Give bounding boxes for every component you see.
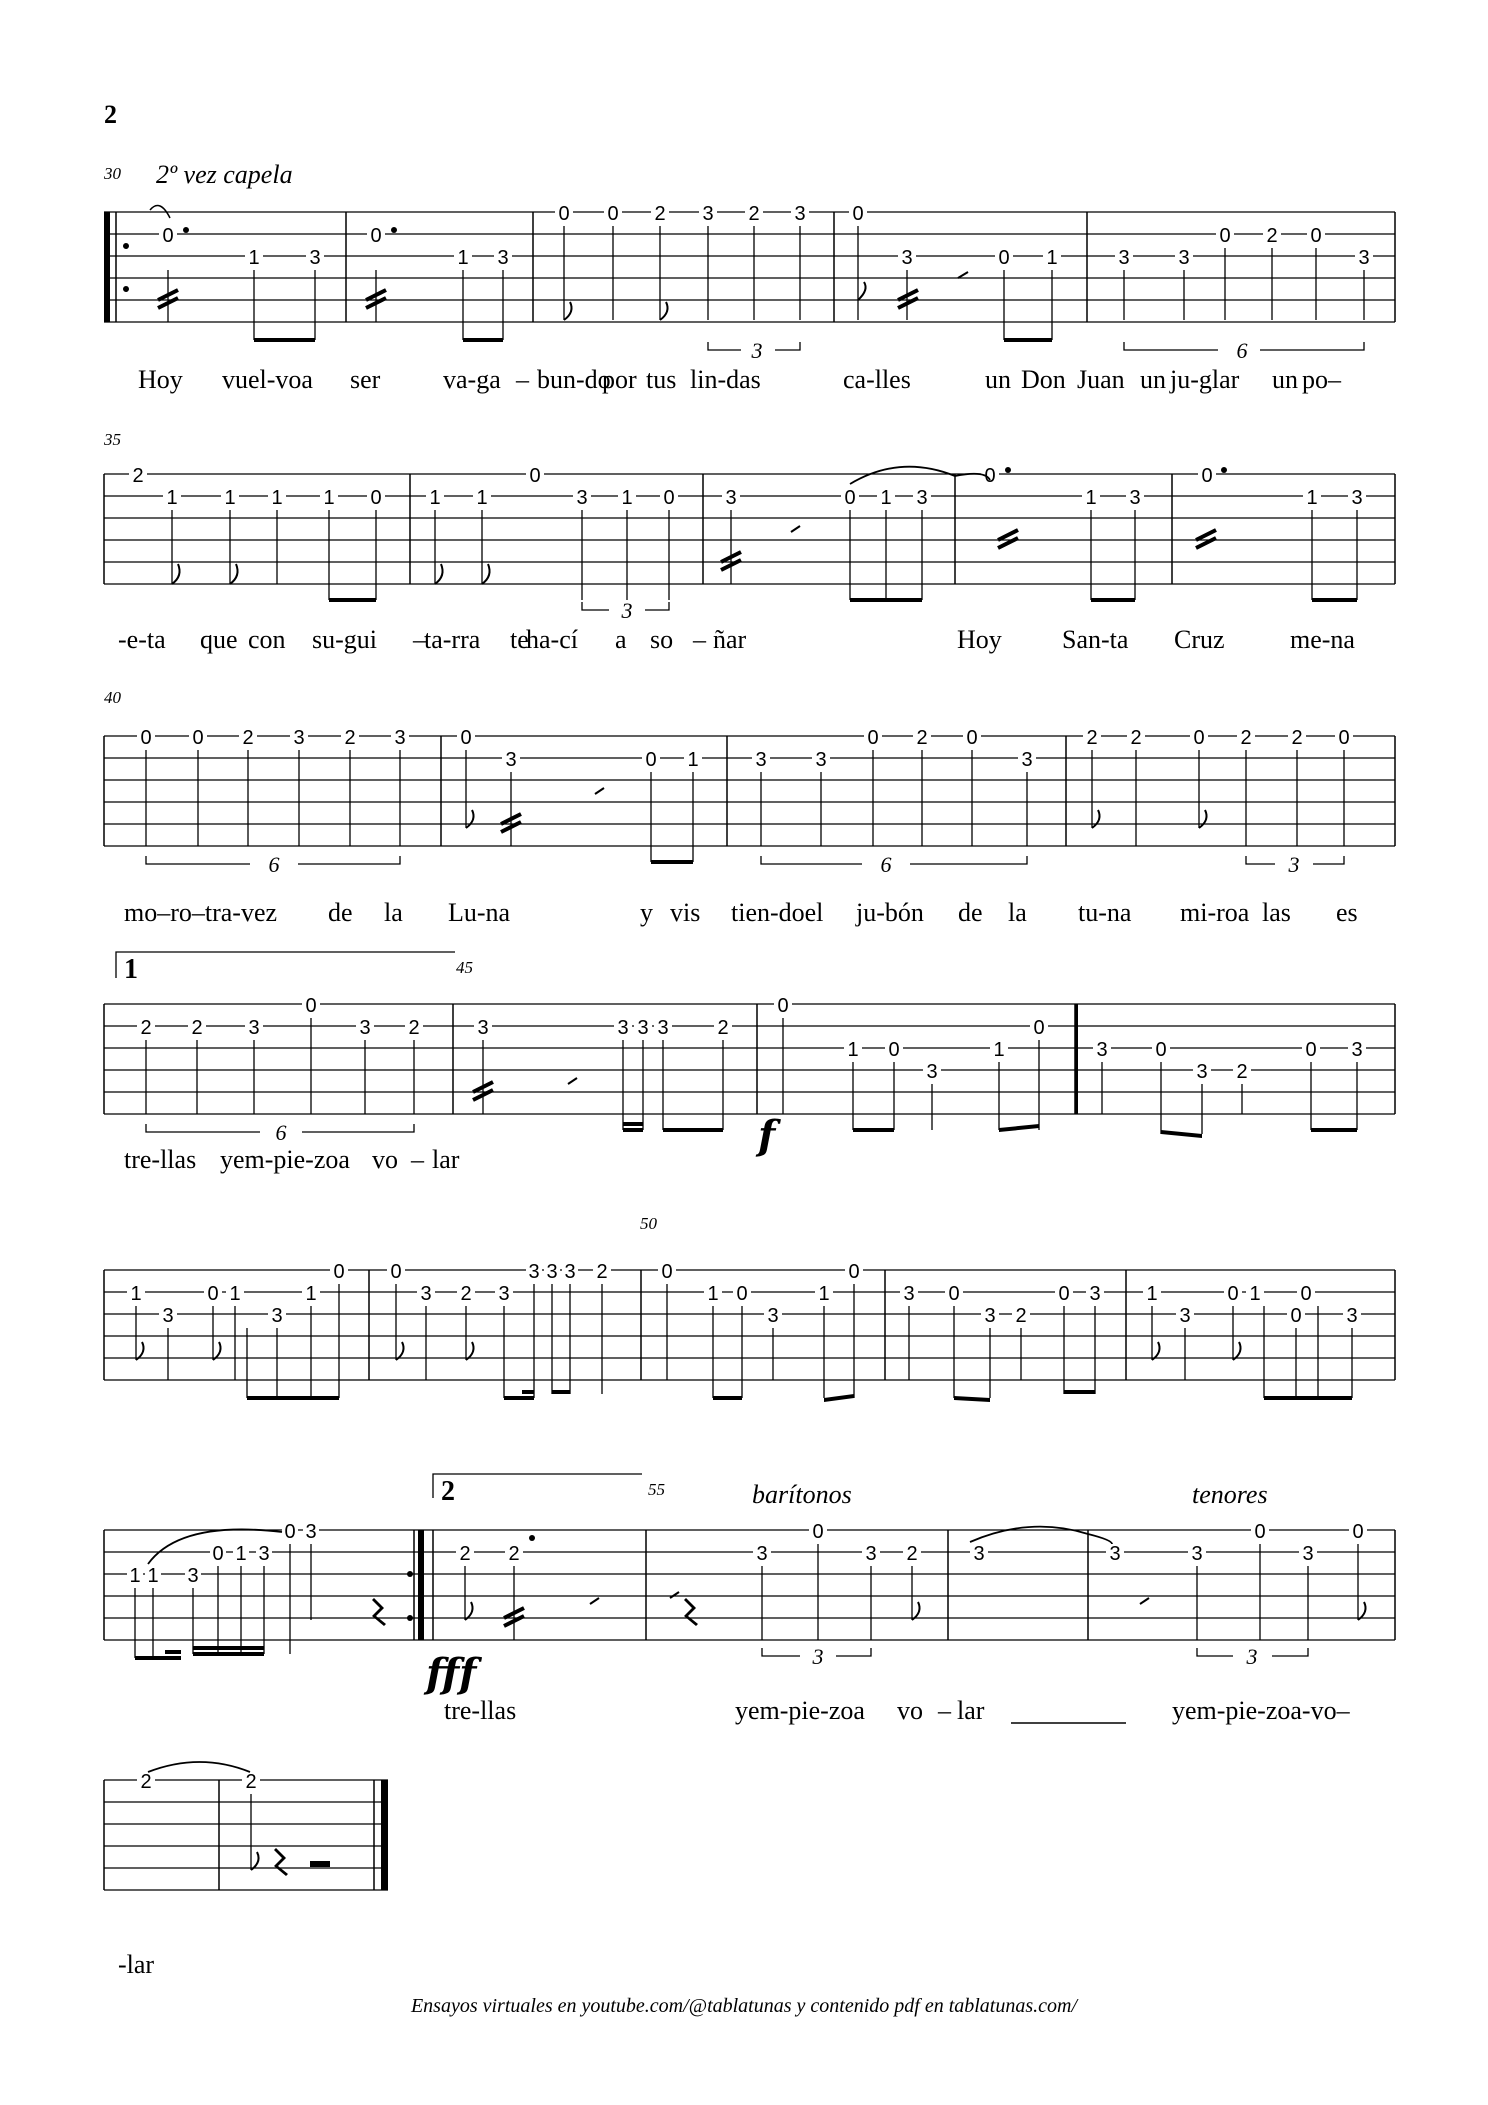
volta-number: 2 <box>441 1476 455 1507</box>
svg-text:3: 3 <box>248 1017 260 1039</box>
svg-text:3: 3 <box>498 1283 510 1305</box>
svg-text:0: 0 <box>844 487 856 509</box>
tab-staff <box>0 1510 1488 1670</box>
tab-fret: 3 <box>901 247 913 269</box>
svg-text:0: 0 <box>460 728 472 749</box>
svg-text:2: 2 <box>1236 1061 1248 1083</box>
lyric-syllable: so <box>650 625 674 654</box>
lyric-syllable: vo <box>372 1145 398 1174</box>
svg-text:1: 1 <box>880 487 892 509</box>
svg-text:0: 0 <box>1254 1521 1266 1543</box>
lyric-syllable: – <box>411 1145 424 1174</box>
svg-text:2: 2 <box>245 1771 257 1793</box>
lyric-syllable: que <box>200 625 238 654</box>
svg-text:0: 0 <box>1227 1283 1239 1305</box>
svg-text:3: 3 <box>258 1543 270 1565</box>
tab-fret: 3 <box>309 247 321 269</box>
lyric-syllable: po– <box>1302 365 1341 394</box>
svg-text:3: 3 <box>812 1644 824 1669</box>
svg-text:2: 2 <box>140 1771 152 1793</box>
lyric-syllable: va-ga <box>443 365 501 394</box>
svg-text:3: 3 <box>903 1283 915 1305</box>
lyric-syllable: vis <box>670 898 701 927</box>
lyric-syllable: – <box>938 1696 951 1725</box>
svg-text:3: 3 <box>1346 1305 1358 1327</box>
tab-fret: 0 <box>852 203 864 225</box>
lyric-syllable: tus <box>646 365 677 394</box>
svg-text:3: 3 <box>394 728 406 749</box>
svg-text:0: 0 <box>390 1261 402 1283</box>
svg-text:2: 2 <box>242 728 254 749</box>
svg-text:0: 0 <box>812 1521 824 1543</box>
lyric-syllable: yem-pie-zoa <box>735 1696 865 1725</box>
svg-text:0: 0 <box>370 487 382 509</box>
page-footer: Ensayos virtuales en youtube.com/@tablatunas y contenido pdf en tablatunas.com/ <box>410 1995 1078 2017</box>
lyric-syllable: las <box>1262 898 1291 927</box>
tab-fret: 2 <box>1266 225 1278 247</box>
svg-text:3: 3 <box>926 1061 938 1083</box>
svg-text:1: 1 <box>687 749 699 771</box>
page-number: 2 <box>104 100 117 129</box>
svg-text:3: 3 <box>420 1283 432 1305</box>
lyric-syllable: Lu-na <box>448 898 511 927</box>
lyric-syllable: vo <box>897 1696 923 1725</box>
lyric-syllable: y <box>640 898 653 927</box>
lyric-syllable: la <box>1008 898 1027 927</box>
svg-text:0: 0 <box>661 1261 673 1283</box>
svg-text:2: 2 <box>1291 728 1303 749</box>
lyric-syllable: su-gui <box>312 625 377 654</box>
svg-text:2: 2 <box>916 728 928 749</box>
section-label: tenores <box>1192 1480 1268 1509</box>
lyric-syllable: un <box>1272 365 1298 394</box>
svg-text:3: 3 <box>973 1543 985 1565</box>
svg-text:0: 0 <box>1352 1521 1364 1543</box>
svg-text:3: 3 <box>657 1017 669 1039</box>
svg-text:0: 0 <box>888 1039 900 1061</box>
svg-text:3: 3 <box>621 598 633 623</box>
svg-text:3: 3 <box>1089 1283 1101 1305</box>
lyric-syllable: lin-das <box>690 365 761 394</box>
lyric-syllable: -e-ta <box>118 625 166 654</box>
svg-text:1: 1 <box>323 487 335 509</box>
svg-text:3: 3 <box>162 1305 174 1327</box>
svg-text:0: 0 <box>1338 728 1350 749</box>
svg-text:3: 3 <box>505 749 517 771</box>
svg-text:2: 2 <box>717 1017 729 1039</box>
svg-text:1: 1 <box>476 487 488 509</box>
lyric-syllable: ser <box>350 365 381 394</box>
svg-text:6: 6 <box>275 1120 287 1145</box>
svg-text:0: 0 <box>192 728 204 749</box>
svg-text:3: 3 <box>477 1017 489 1039</box>
lyric-syllable: ju-glar <box>1170 365 1240 394</box>
tab-fret: 3 <box>1118 247 1130 269</box>
svg-text:1: 1 <box>229 1283 241 1305</box>
svg-text:3: 3 <box>755 749 767 771</box>
lyric-syllable: – <box>413 625 426 654</box>
svg-text:1: 1 <box>224 487 236 509</box>
svg-text:2: 2 <box>408 1017 420 1039</box>
lyric-syllable: ju-bón <box>856 898 924 927</box>
svg-text:2: 2 <box>508 1543 520 1565</box>
lyric-syllable: ta-rra <box>424 625 481 654</box>
lyric-syllable: lar <box>957 1696 985 1725</box>
svg-text:1: 1 <box>129 1565 141 1587</box>
lyric-syllable: -lar <box>118 1950 155 1979</box>
lyric-syllable: por <box>602 365 637 394</box>
svg-text:0: 0 <box>212 1543 224 1565</box>
tab-fret: 3 <box>702 203 714 225</box>
lyric-syllable: – <box>516 365 529 394</box>
svg-text:3: 3 <box>725 487 737 509</box>
svg-text:3: 3 <box>1246 1644 1258 1669</box>
lyric-syllable: mi-roa <box>1180 898 1250 927</box>
svg-text:2: 2 <box>1130 728 1142 749</box>
svg-text:0: 0 <box>948 1283 960 1305</box>
svg-text:6: 6 <box>268 852 280 877</box>
tab-fret: 0 <box>1219 225 1231 247</box>
svg-text:3: 3 <box>546 1261 558 1283</box>
svg-text:3: 3 <box>1191 1543 1203 1565</box>
svg-text:1: 1 <box>1306 487 1318 509</box>
svg-text:1: 1 <box>993 1039 1005 1061</box>
tab-fret: 0 <box>162 225 174 247</box>
svg-text:3: 3 <box>984 1305 996 1327</box>
svg-text:3: 3 <box>1096 1039 1108 1061</box>
tab-fret: 0 <box>558 203 570 225</box>
tab-fret: 2 <box>654 203 666 225</box>
svg-text:3: 3 <box>865 1543 877 1565</box>
measure-number: 40 <box>104 688 121 707</box>
svg-text:2: 2 <box>1086 728 1098 749</box>
svg-text:0: 0 <box>736 1283 748 1305</box>
lyric-syllable: Don <box>1021 365 1066 394</box>
svg-text:3: 3 <box>187 1565 199 1587</box>
svg-text:3: 3 <box>1129 487 1141 509</box>
lyric-syllable: tu-na <box>1078 898 1132 927</box>
svg-text:0: 0 <box>207 1283 219 1305</box>
svg-text:0: 0 <box>529 465 541 487</box>
lyric-syllable: de <box>328 898 353 927</box>
volta-number: 1 <box>124 954 138 985</box>
svg-text:2: 2 <box>460 1283 472 1305</box>
svg-text:1: 1 <box>1249 1283 1261 1305</box>
dynamic-marking: fff <box>426 1650 477 1697</box>
svg-text:3: 3 <box>271 1305 283 1327</box>
lyric-syllable: yem-pie-zoa <box>220 1145 350 1174</box>
tab-fret: 1 <box>1046 247 1058 269</box>
svg-text:2: 2 <box>596 1261 608 1283</box>
lyric-syllable: un <box>985 365 1011 394</box>
lyric-syllable: mo–ro–tra-vez <box>124 898 278 927</box>
measure-number: 55 <box>648 1480 665 1499</box>
tab-fret: 2 <box>748 203 760 225</box>
svg-text:0: 0 <box>140 728 152 749</box>
lyric-syllable: tre-llas <box>444 1696 517 1725</box>
lyric-syllable: Juan <box>1077 365 1125 394</box>
lyric-syllable: yem-pie-zoa-vo– <box>1172 1696 1350 1725</box>
lyric-syllable: San-ta <box>1062 625 1129 654</box>
svg-text:2: 2 <box>344 728 356 749</box>
lyric-syllable: la <box>384 898 403 927</box>
svg-text:3: 3 <box>916 487 928 509</box>
svg-text:1: 1 <box>147 1565 159 1587</box>
svg-text:3: 3 <box>359 1017 371 1039</box>
svg-text:1: 1 <box>130 1283 142 1305</box>
svg-text:3: 3 <box>1288 852 1300 877</box>
svg-text:0: 0 <box>645 749 657 771</box>
lyric-syllable: tre-llas <box>124 1145 197 1174</box>
svg-text:1: 1 <box>429 487 441 509</box>
svg-text:0: 0 <box>1290 1305 1302 1327</box>
lyric-syllable: con <box>248 625 286 654</box>
lyric-syllable: es <box>1336 898 1358 927</box>
lyric-syllable: te <box>510 625 529 654</box>
svg-text:2: 2 <box>191 1017 203 1039</box>
lyric-syllable: a <box>615 625 627 654</box>
svg-text:2: 2 <box>1240 728 1252 749</box>
svg-text:3: 3 <box>305 1521 317 1543</box>
tab-staff <box>0 1760 1488 1920</box>
svg-text:0: 0 <box>305 995 317 1017</box>
svg-text:3: 3 <box>767 1305 779 1327</box>
svg-text:0: 0 <box>333 1261 345 1283</box>
tab-fret: 3 <box>1358 247 1370 269</box>
measure-number: 45 <box>456 958 473 977</box>
svg-text:0: 0 <box>1201 465 1213 487</box>
lyric-syllable: ca-lles <box>843 365 911 394</box>
svg-text:0: 0 <box>1155 1039 1167 1061</box>
lyric-syllable: Cruz <box>1174 625 1225 654</box>
svg-text:0: 0 <box>1305 1039 1317 1061</box>
svg-text:3: 3 <box>293 728 305 749</box>
svg-text:1: 1 <box>166 487 178 509</box>
lyric-syllable: lar <box>432 1145 460 1174</box>
svg-text:2: 2 <box>140 1017 152 1039</box>
svg-text:3: 3 <box>617 1017 629 1039</box>
svg-text:1: 1 <box>271 487 283 509</box>
svg-text:6: 6 <box>880 852 892 877</box>
lyric-syllable: ñar <box>713 625 747 654</box>
svg-text:1: 1 <box>235 1543 247 1565</box>
svg-text:3: 3 <box>1196 1061 1208 1083</box>
measure-number: 50 <box>640 1214 657 1233</box>
svg-text:3: 3 <box>1351 487 1363 509</box>
svg-text:1: 1 <box>1085 487 1097 509</box>
svg-text:0: 0 <box>284 1521 296 1543</box>
tab-fret: 3 <box>497 247 509 269</box>
tab-fret: 0 <box>607 203 619 225</box>
svg-text:1: 1 <box>707 1283 719 1305</box>
tab-fret: 3 <box>1178 247 1190 269</box>
lyric-syllable: vuel-voa <box>222 365 313 394</box>
tab-fret: 0 <box>370 225 382 247</box>
svg-text:1: 1 <box>305 1283 317 1305</box>
svg-text:0: 0 <box>1058 1283 1070 1305</box>
measure-number: 30 <box>104 164 121 183</box>
svg-text:0: 0 <box>966 728 978 749</box>
svg-text:0: 0 <box>663 487 675 509</box>
lyric-syllable: – <box>693 625 706 654</box>
tab-fret: 3 <box>794 203 806 225</box>
svg-text:0: 0 <box>777 995 789 1017</box>
svg-text:3: 3 <box>1109 1543 1121 1565</box>
lyric-syllable: me-na <box>1290 625 1355 654</box>
volta-bracket <box>0 950 1488 980</box>
svg-text:2: 2 <box>132 465 144 487</box>
lyric-syllable: un <box>1140 365 1166 394</box>
tab-staff <box>0 1250 1488 1450</box>
section-label: barítonos <box>752 1480 852 1509</box>
measure-number: 35 <box>104 430 121 449</box>
svg-text:3: 3 <box>1179 1305 1191 1327</box>
svg-text:3: 3 <box>637 1017 649 1039</box>
svg-text:1: 1 <box>818 1283 830 1305</box>
svg-text:3: 3 <box>1351 1039 1363 1061</box>
tuplet-number: 3 <box>751 338 763 363</box>
dynamic-marking: f <box>758 1112 776 1159</box>
lyric-syllable: Hoy <box>957 625 1002 654</box>
svg-text:2: 2 <box>906 1543 918 1565</box>
svg-text:0: 0 <box>1300 1283 1312 1305</box>
svg-text:2: 2 <box>1015 1305 1027 1327</box>
svg-text:1: 1 <box>847 1039 859 1061</box>
svg-text:1: 1 <box>621 487 633 509</box>
svg-text:0: 0 <box>1033 1017 1045 1039</box>
svg-text:3: 3 <box>815 749 827 771</box>
lyric-syllable: de <box>958 898 983 927</box>
tuplet-number: 6 <box>1236 338 1248 363</box>
svg-text:3: 3 <box>1302 1543 1314 1565</box>
tab-fret: 1 <box>248 247 260 269</box>
tab-fret: 1 <box>457 247 469 269</box>
lyric-syllable: tien-doel <box>731 898 824 927</box>
lyric-syllable: bun-do <box>537 365 611 394</box>
svg-text:2: 2 <box>459 1543 471 1565</box>
svg-text:0: 0 <box>984 465 996 487</box>
expression-text: 2º vez capela <box>156 160 293 189</box>
svg-text:3: 3 <box>1021 749 1033 771</box>
lyric-syllable: ha-cí <box>526 625 578 654</box>
svg-text:3: 3 <box>564 1261 576 1283</box>
svg-text:0: 0 <box>1193 728 1205 749</box>
svg-text:0: 0 <box>848 1261 860 1283</box>
tab-fret: 0 <box>1310 225 1322 247</box>
svg-text:3: 3 <box>528 1261 540 1283</box>
svg-text:3: 3 <box>576 487 588 509</box>
tab-fret: 0 <box>998 247 1010 269</box>
svg-text:1: 1 <box>1146 1283 1158 1305</box>
lyric-syllable: Hoy <box>138 365 183 394</box>
svg-text:3: 3 <box>756 1543 768 1565</box>
svg-text:0: 0 <box>867 728 879 749</box>
